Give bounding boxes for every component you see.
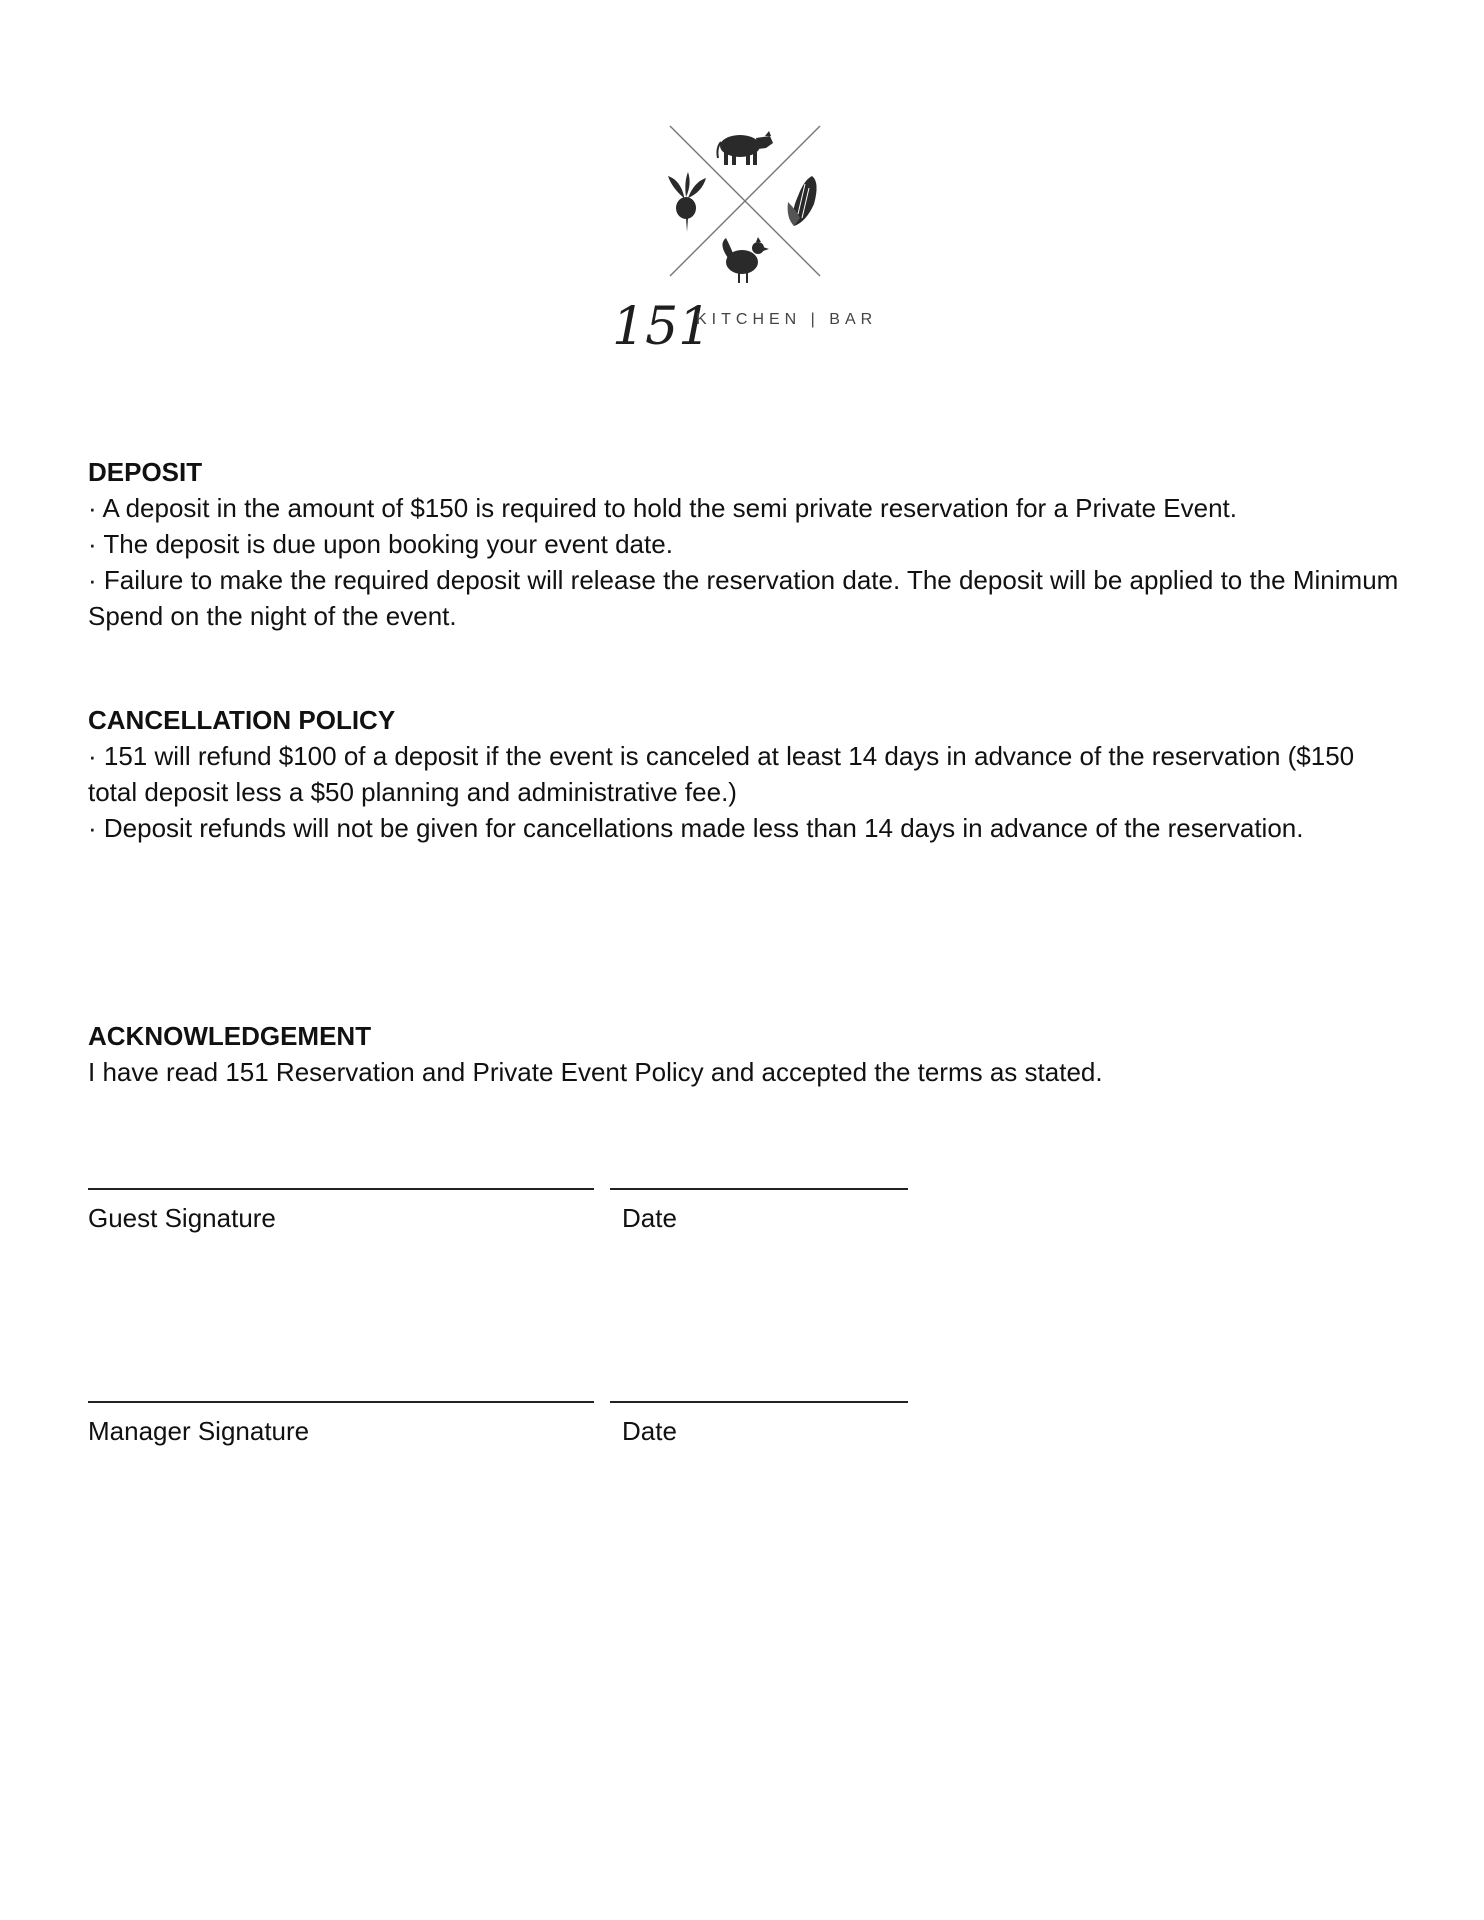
restaurant-logo [600, 118, 880, 358]
acknowledgement-text: I have read 151 Reservation and Private Event Policy and accepted the terms as stated. [88, 1057, 1103, 1087]
cancellation-heading: CANCELLATION POLICY [88, 705, 396, 735]
manager-date-label: Date [622, 1416, 677, 1446]
manager-date-line[interactable] [610, 1401, 908, 1403]
manager-signature-row [88, 1401, 988, 1481]
logo-wordmark: KITCHEN | BAR [696, 311, 878, 328]
guest-signature-line[interactable] [88, 1188, 594, 1190]
guest-date-label: Date [622, 1203, 677, 1233]
cancellation-item: · Deposit refunds will not be given for cancellations made less than 14 days in advance of the reservation. [88, 813, 1304, 843]
deposit-item: · Failure to make the required deposit will release the reservation date. The deposit will be applied to the Minimum Spend on the night of the event. [88, 565, 1399, 631]
guest-signature-row [88, 1188, 988, 1268]
acknowledgement-section [88, 1018, 1408, 1090]
deposit-item: · A deposit in the amount of $150 is required to hold the semi private reservation for a Private Event. [88, 493, 1237, 523]
deposit-item: · The deposit is due upon booking your event date. [88, 529, 673, 559]
acknowledgement-heading: ACKNOWLEDGEMENT [88, 1021, 372, 1051]
guest-signature-label: Guest Signature [88, 1203, 276, 1233]
logo-number: 151 [612, 297, 712, 357]
logo-graphic [600, 118, 880, 358]
cancellation-section [88, 702, 1408, 846]
manager-signature-label: Manager Signature [88, 1416, 310, 1446]
guest-date-line[interactable] [610, 1188, 908, 1190]
deposit-section [88, 454, 1408, 634]
cancellation-item: · 151 will refund $100 of a deposit if the event is canceled at least 14 days in advance of the reservation ($150 total deposit less a $50 planning and administrative fee.) [88, 741, 1355, 807]
manager-signature-line[interactable] [88, 1401, 594, 1403]
deposit-heading: DEPOSIT [88, 457, 203, 487]
